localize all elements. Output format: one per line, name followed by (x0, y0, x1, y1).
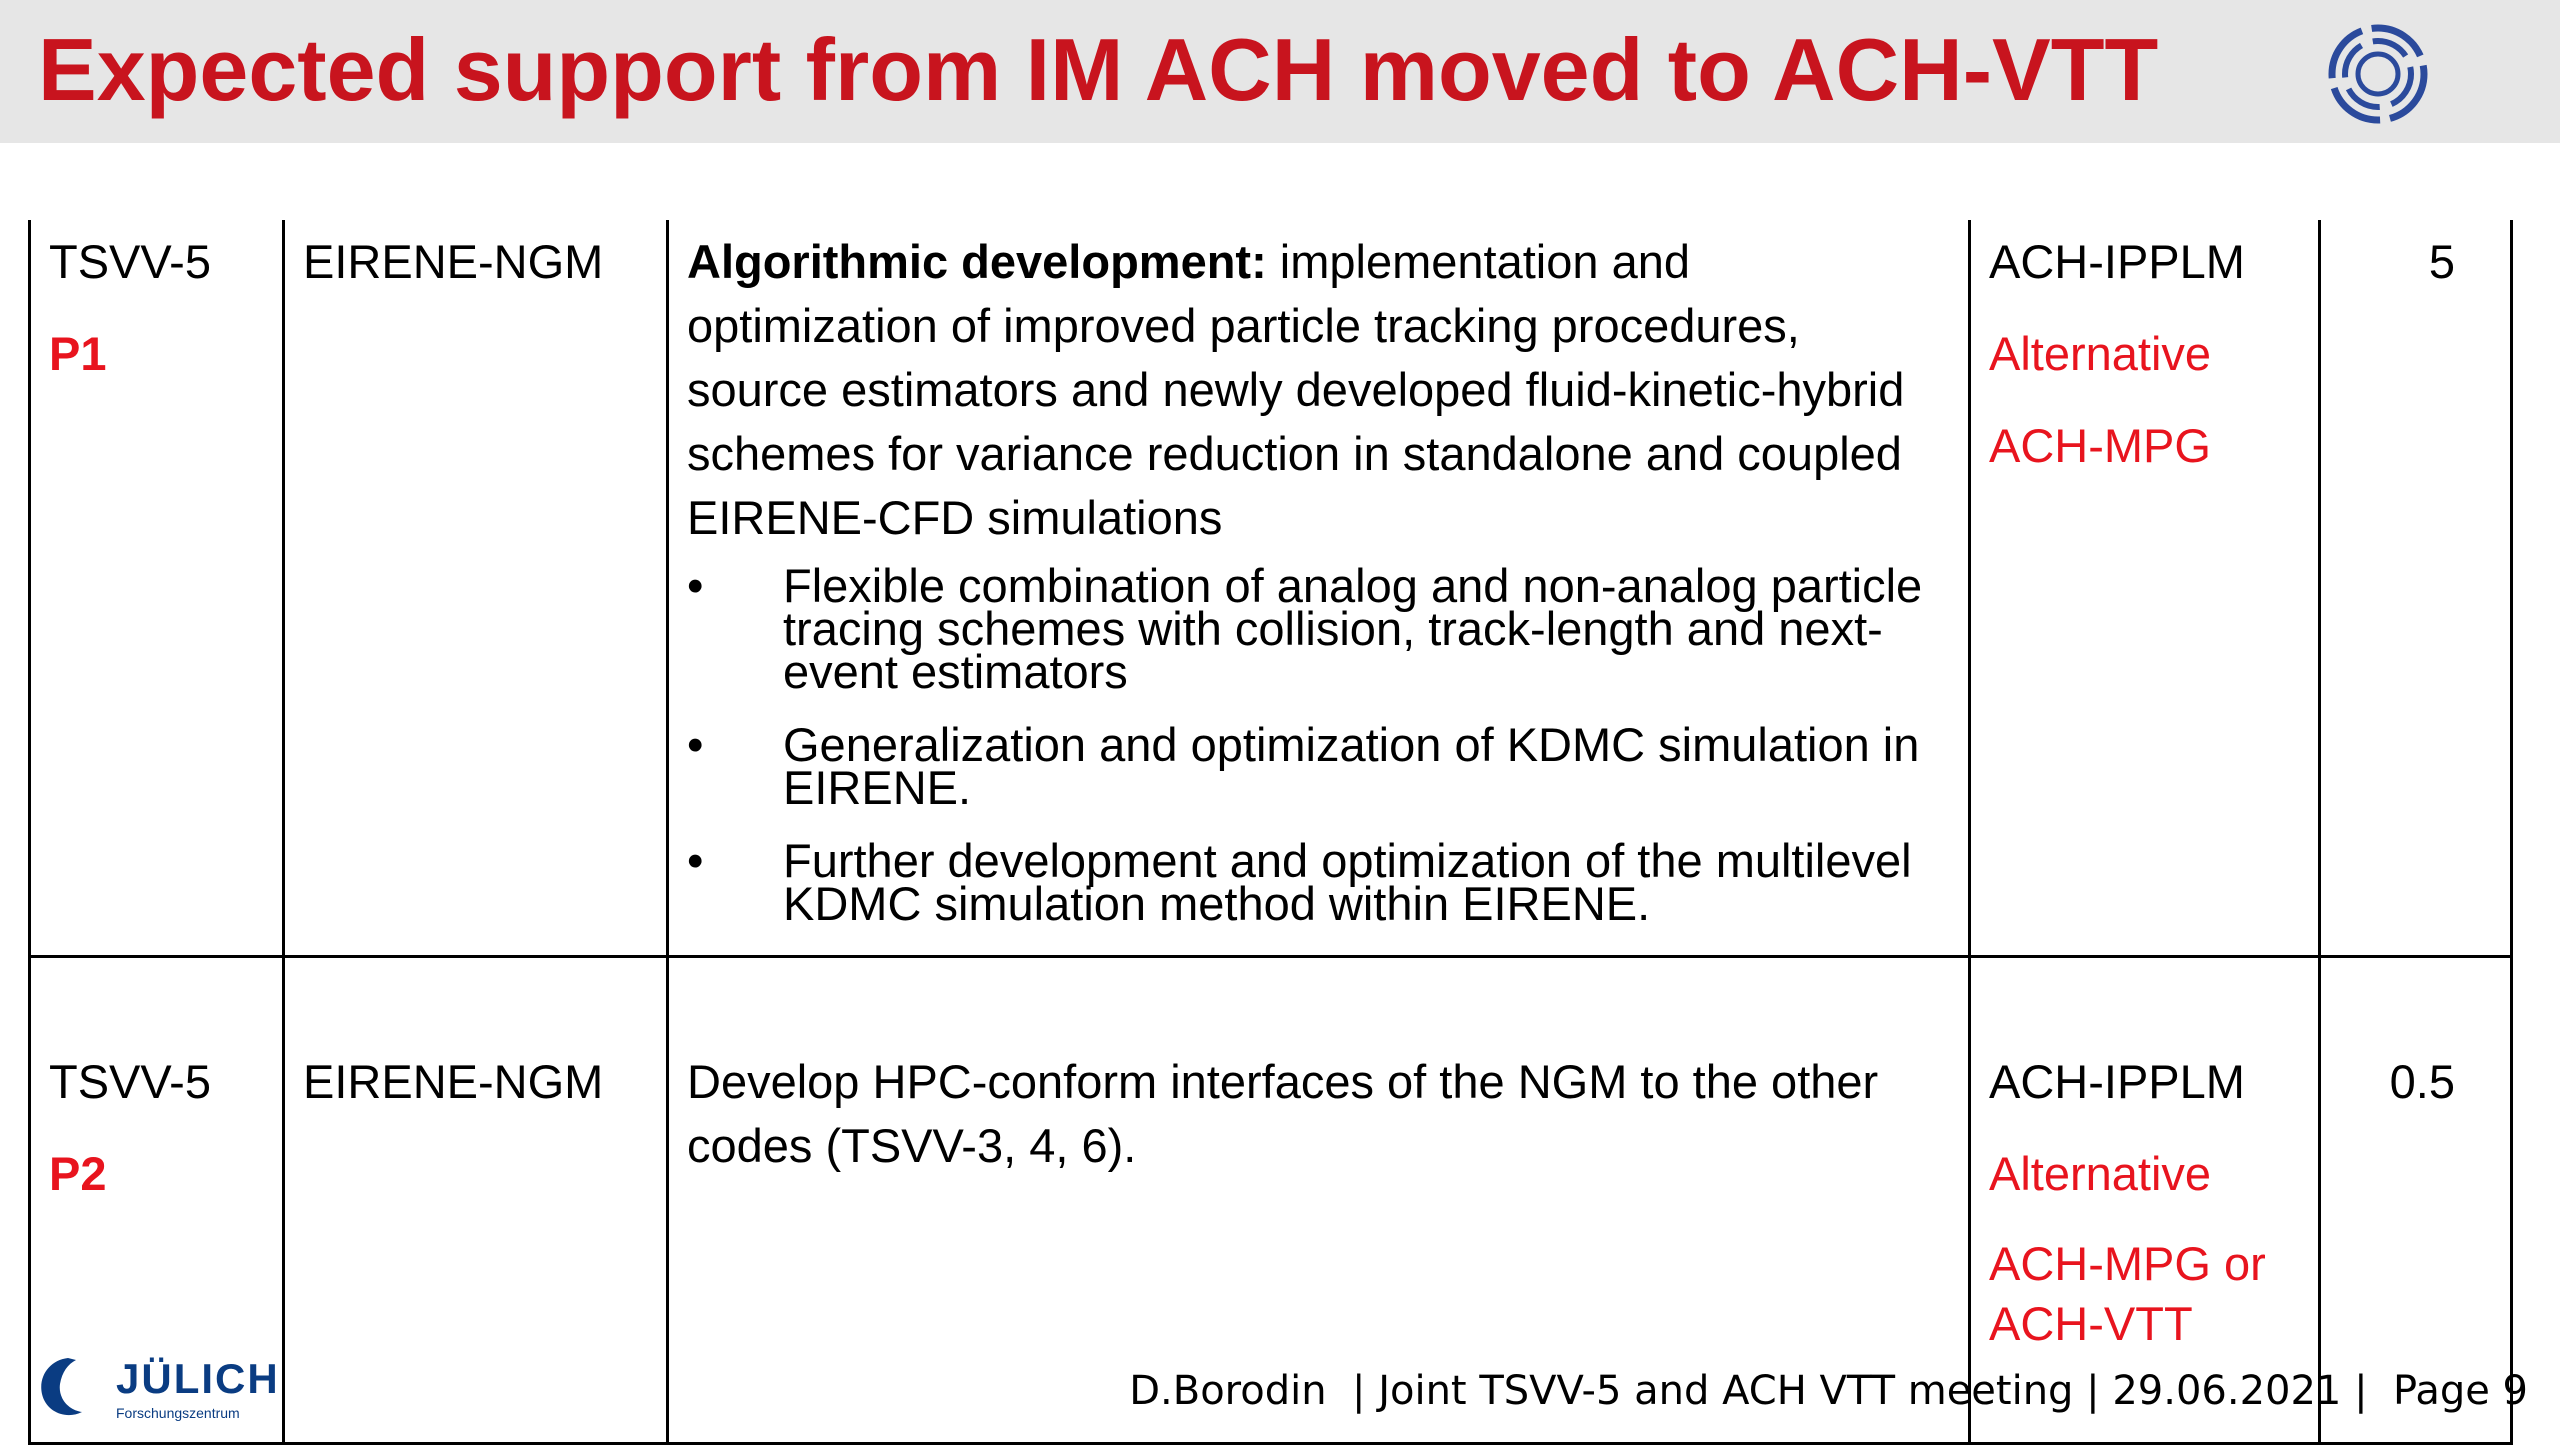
team-label: ACH-IPPLM (1989, 1055, 2245, 1108)
alternative-team: ACH-MPG or ACH-VTT (1989, 1237, 2266, 1350)
project-label: TSVV-5 (49, 235, 211, 288)
julich-logo-subtitle: Forschungszentrum (116, 1405, 240, 1421)
description-text: Develop HPC-conform interfaces of the NGM to the other codes (TSVV-3, 4, 6). (687, 1055, 1879, 1172)
project-cell (30, 220, 284, 957)
project-label: TSVV-5 (49, 1055, 211, 1108)
bullet-icon: • (687, 559, 704, 612)
team-cell (1970, 220, 2320, 957)
bullet-text: Flexible combination of analog and non-analog particle tracing schemes with collision, track-length and next-event estimators (783, 559, 1923, 698)
value-cell (2320, 220, 2512, 957)
code-cell (284, 957, 668, 1444)
bullet-icon: • (687, 834, 704, 887)
list-item (687, 559, 1950, 698)
alternative-label: Alternative (1989, 327, 2212, 380)
priority-label: P2 (49, 1147, 107, 1200)
description-body: implementation and optimization of improved particle tracking procedures, source estimators and newly developed fluid-kinetic-hybrid schemes for variance reduction in standalone and coupled EIRENE-CFD simulations (687, 235, 1905, 544)
bullet-text: Further development and optimization of the multilevel KDMC simulation method within EIRENE. (783, 834, 1912, 930)
julich-logo-name: JÜLICH (116, 1355, 280, 1402)
table-row (30, 220, 2512, 957)
team-label: ACH-IPPLM (1989, 235, 2245, 288)
slide-header (0, 0, 2560, 143)
bullet-text: Generalization and optimization of KDMC simulation in EIRENE. (783, 718, 1920, 814)
code-label: EIRENE-NGM (303, 235, 604, 288)
code-label: EIRENE-NGM (303, 1055, 604, 1108)
ring-logo-icon (2322, 18, 2434, 130)
footer-text: D.Borodin | Joint TSVV-5 and ACH VTT meeting | 29.06.2021 | Page 9 (1129, 1368, 2528, 1414)
slide-title: Expected support from IM ACH moved to ACH-VTT (38, 20, 2159, 119)
description-text (687, 230, 1950, 550)
bullet-icon: • (687, 718, 704, 771)
code-cell (284, 220, 668, 957)
description-cell (668, 220, 1970, 957)
value-label: 0.5 (2389, 1055, 2455, 1108)
alternative-label: Alternative (1989, 1147, 2212, 1200)
list-item (687, 834, 1950, 930)
bullet-list (687, 559, 1950, 930)
value-label: 5 (2428, 235, 2455, 288)
alternative-team: ACH-MPG (1989, 419, 2211, 472)
support-table (28, 220, 2513, 1445)
list-item (687, 718, 1950, 814)
description-heading: Algorithmic development: (687, 235, 1267, 288)
priority-label: P1 (49, 327, 107, 380)
